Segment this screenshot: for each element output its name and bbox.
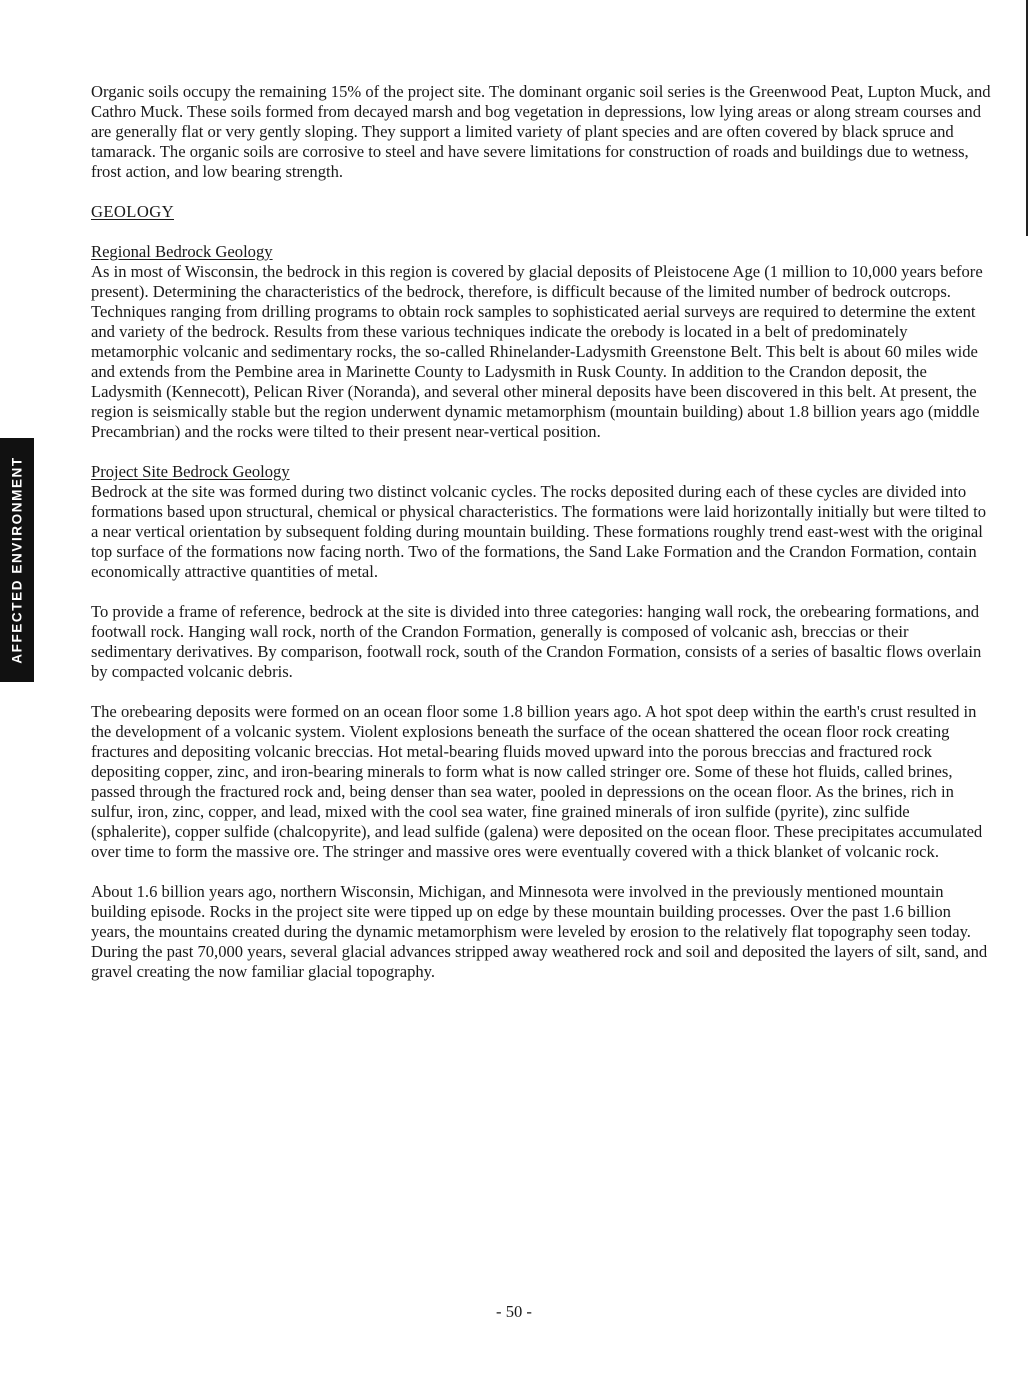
subheading-regional-bedrock: Regional Bedrock Geology — [91, 242, 273, 261]
page-number: - 50 - — [496, 1302, 532, 1321]
side-tab — [0, 438, 34, 682]
subheading-project-site-bedrock: Project Site Bedrock Geology — [91, 462, 290, 481]
paragraph-mountain-building: About 1.6 billion years ago, northern Wisconsin, Michigan, and Minnesota were involved in the previously mentioned mountain building episode. Rocks in the project site were tipped up on edge by these mountain building processes. Over the past 1.6 billion years, the mountains created during the dynamic metamorphism were leveled by erosion to the relatively flat topography seen today. During the past 70,000 years, several glacial advances stripped away weathered rock and soil and deposited the layers of silt, sand, and gravel creating the now familiar glacial topography. — [91, 882, 988, 981]
paragraph-frame-of-reference: To provide a frame of reference, bedrock at the site is divided into three categories: hanging wall rock, the orebearing formations, and footwall rock. Hanging wall rock, north of the Crandon Formation, generally is composed of volcanic ash, breccias or their sedimentary derivatives. By comparison, footwall rock, south of the Crandon Formation, consists of a series of basaltic flows overlain by compacted volcanic debris. — [91, 602, 982, 681]
project-site-bedrock-text: Bedrock at the site was formed during two distinct volcanic cycles. The rocks deposited during each of these cycles are divided into formations based upon structural, chemical or physical characteristics. The formations were laid horizontally initially but were tilted to a near vertical orientation by subsequent folding during mountain building. These formations roughly trend east-west with the original top surface of the formations now facing north. Two of the formations, the Sand Lake Formation and the Crandon Formation, contain economically attractive quantities of metal. — [91, 482, 987, 581]
intro-paragraph: Organic soils occupy the remaining 15% of the project site. The dominant organic soil series is the Greenwood Peat, Lupton Muck, and Cathro Muck. These soils formed from decayed marsh and bog vegetation in depressions, low lying areas or along stream courses and are generally flat or very gently sloping. They support a limited variety of plant species and are often covered by black spruce and tamarack. The organic soils are corrosive to steel and have severe limitations for construction of roads and buildings due to wetness, frost action, and low bearing strength. — [91, 82, 991, 181]
side-tab-label: AFFECTED ENVIRONMENT — [9, 456, 25, 664]
page-content — [91, 82, 991, 1002]
project-site-bedrock-section — [91, 462, 991, 582]
paragraph-orebearing-deposits: The orebearing deposits were formed on an ocean floor some 1.8 billion years ago. A hot spot deep within the earth's crust resulted in the development of a volcanic system. Violent explosions beneath the surface of the ocean shattered the ocean floor rock creating fractures and depositing volcanic breccias. Hot metal-bearing fluids moved upward into the porous breccias and fractured rock depositing copper, zinc, and iron-bearing minerals to form what is now called stringer ore. Some of these hot fluids, called brines, passed through the fractured rock and, being denser than sea water, pooled in depressions on the ocean floor. As the brines, rich in sulfur, iron, zinc, copper, and lead, mixed with the cool sea water, fine grained minerals of iron sulfide (pyrite), zinc sulfide (sphalerite), copper sulfide (chalcopyrite), and lead sulfide (galena) were deposited on the ocean floor. These precipitates accumulated over time to form the massive ore. The stringer and massive ores were eventually covered with a thick blanket of volcanic rock. — [91, 702, 983, 861]
regional-bedrock-section — [91, 242, 991, 442]
regional-bedrock-text: As in most of Wisconsin, the bedrock in this region is covered by glacial deposits of Pleistocene Age (1 million to 10,000 years before present). Determining the characteristics of the bedrock, therefore, is difficult because of the limited number of bedrock outcrops. Techniques ranging from drilling programs to obtain rock samples to sophisticated aerial surveys are required to determine the extent and variety of the bedrock. Results from these various techniques indicate the orebody is located in a belt of predominately metamorphic volcanic and sedimentary rocks, the so-called Rhinelander-Ladysmith Greenstone Belt. This belt is about 60 miles wide and extends from the Pembine area in Marinette County to Ladysmith in Rusk County. In addition to the Crandon deposit, the Ladysmith (Kennecott), Pelican River (Noranda), and several other mineral deposits have been discovered in this belt. At present, the region is seismically stable but the region underwent dynamic metamorphism (mountain building) about 1.8 billion years ago (middle Precambrian) and the rocks were tilted to their present near-vertical position. — [91, 262, 983, 441]
section-heading-geology: GEOLOGY — [91, 202, 174, 221]
